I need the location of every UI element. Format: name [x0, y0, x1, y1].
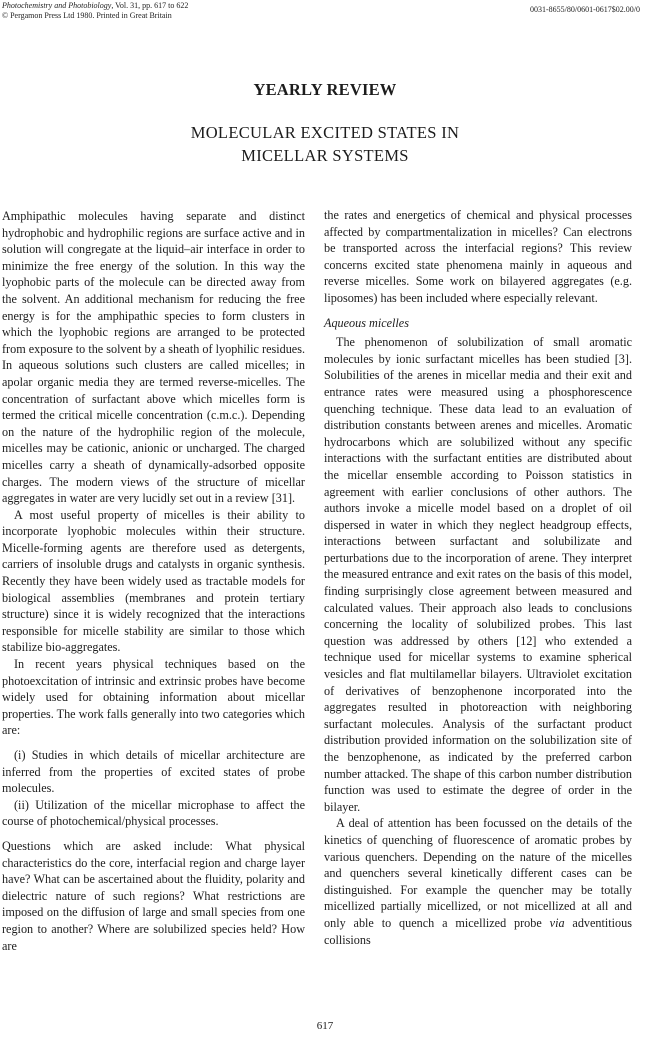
- article-title-line-2: MICELLAR SYSTEMS: [241, 146, 409, 165]
- list-item-2: (ii) Utilization of the micellar microphase to affect the course of photochemical/physical processes.: [2, 797, 305, 829]
- journal-header: [2, 1, 188, 21]
- paragraph-questions: Questions which are asked include: What physical characteristics do the core, interfacial region and charge layer have? What can be ascertained about the fluidity, polarity and dielectric nature of such regions? What restrictions are imposed on the diffusion of large and small species from one region to another? Where are solubilized species held? How are: [2, 838, 305, 953]
- page-number: 617: [316, 1020, 334, 1032]
- journal-name: Photochemistry and Photobiology: [2, 1, 112, 10]
- paragraph-solubilization: The phenomenon of solubilization of small aromatic molecules by ionic surfactant micelles has been studied [3]. Solubilities of the arenes in micellar media and their exit and entrance rates were measured using a phosphorescence quenching technique. These data lead to an evaluation of distribution constants between arenes and micelles. Aromatic hydrocarbons which are solubilized without any specific interactions with the surfactant entities are distributed about the micellar ensemble according to Poisson statistics in agreement with earlier conclusions of other authors. The authors invoke a micelle model based on a droplet of oil dispersed in water in which they neglect headgroup effects, interactions between surfactant and solubilizate and perturbations due to the incorporation of arene. They interpret the measured entrance and exit rates on the basis of this model, finding surprisingly close agreement between measured and calculated values. Their approach also leads to conclusions concerning the locality of solubilized probes. This last question was addressed by others [12] who extended a technique used for micellar systems to examine spherical vesicles and flat multilamellar bilayers. Ultraviolet excitation of derivatives of benzophenone incorporated into the aggregates resulted in photoreaction with neighboring surfactant molecules. Analysis of the surfactant product distribution provided information on the solubilization site of the benzophenone, as indicated by the preferred carbon number attacked. The shape of this carbon number distribution function was used to estimate the degree of order in the bilayer.: [324, 335, 632, 814]
- left-column: [2, 208, 305, 954]
- paragraph-micelle-properties: A most useful property of micelles is their ability to incorporate lyophobic molecules within their structure. Micelle-forming agents are therefore used as detergents, carriers of insoluble drugs and catalysts in organic synthesis. Recently they have been widely used as tractable models for biological assemblies (membranes and protein tertiary structure) since it is widely recognized that the interactions responsible for micelle stability are similar to those which stabilize bio-aggregates.: [2, 507, 305, 655]
- article-title: [0, 121, 650, 167]
- article-title-line-1: MOLECULAR EXCITED STATES IN: [190, 123, 460, 142]
- section-title: YEARLY REVIEW: [253, 80, 397, 99]
- journal-citation: [2, 1, 188, 11]
- paragraph-intro: Amphipathic molecules having separate and distinct hydrophobic and hydrophilic regions are surface active and in solution will congregate at the liquid–air interface in order to minimize the free energy of the solution. In this way the lyophobic parts of the molecule can be directed away from the solvent. An additional mechanism for reducing the free energy is for the amphipathic species to form clusters in which the lyophobic regions are arranged to be protected from exposure to the solvent by a sheath of lyophilic residues. In aqueous solutions such clusters are called micelles; in apolar organic media they are termed reverse-micelles. The concentration of surfactant above which micelles form is termed the critical micelle concentration (c.m.c.). Depending on the nature of the hydrophilic region of the molecule, micelles may be cationic, anionic or uncharged. The charged micelles carry a sheath of dynamically-adsorbed opposite charges. The modern views of the structure of micellar aggregates in water are very lucidly set out in a review [31].: [2, 209, 305, 506]
- paragraph-continued: the rates and energetics of chemical and physical processes affected by compartmentalization in micelles? Can electrons be transported across the interfacial regions? This review concerns excited state phenomena mainly in aqueous and reverse micelles. Some work on bilayered aggregates (e.g. liposomes) has been included where especially relevant.: [324, 208, 632, 305]
- list-item-1: (i) Studies in which details of micellar architecture are inferred from the properties of excited states of probe molecules.: [2, 748, 305, 796]
- italic-via: via: [549, 915, 565, 930]
- copyright-line: © Pergamon Press Ltd 1980. Printed in Great Britain: [2, 11, 172, 20]
- paragraph-physical-techniques: In recent years physical techniques based on the photoexcitation of intrinsic and extrinsic probes have become widely used for obtaining information about micellar properties. The work falls generally into two categories which are:: [2, 657, 305, 738]
- subheading-aqueous-micelles: Aqueous micelles: [324, 315, 409, 330]
- journal-volume-pages: , Vol. 31, pp. 617 to 622: [111, 1, 189, 10]
- quenching-text-end: adventitious collisions: [324, 915, 632, 947]
- right-column: [324, 207, 632, 948]
- article-code: 0031-8655/80/0601-0617$02.00/0: [530, 5, 640, 14]
- paragraph-quenching-kinetics: [324, 815, 632, 948]
- quenching-text: A deal of attention has been focussed on the details of the kinetics of quenching of fluorescence of aromatic probes by various quenchers. Depending on the nature of the micelles and quenchers several kinetically different cases can be distinguished. For example the quencher may be totally micellized partially micellized, or not micellized at all and only able to quench a micellized probe: [324, 816, 632, 930]
